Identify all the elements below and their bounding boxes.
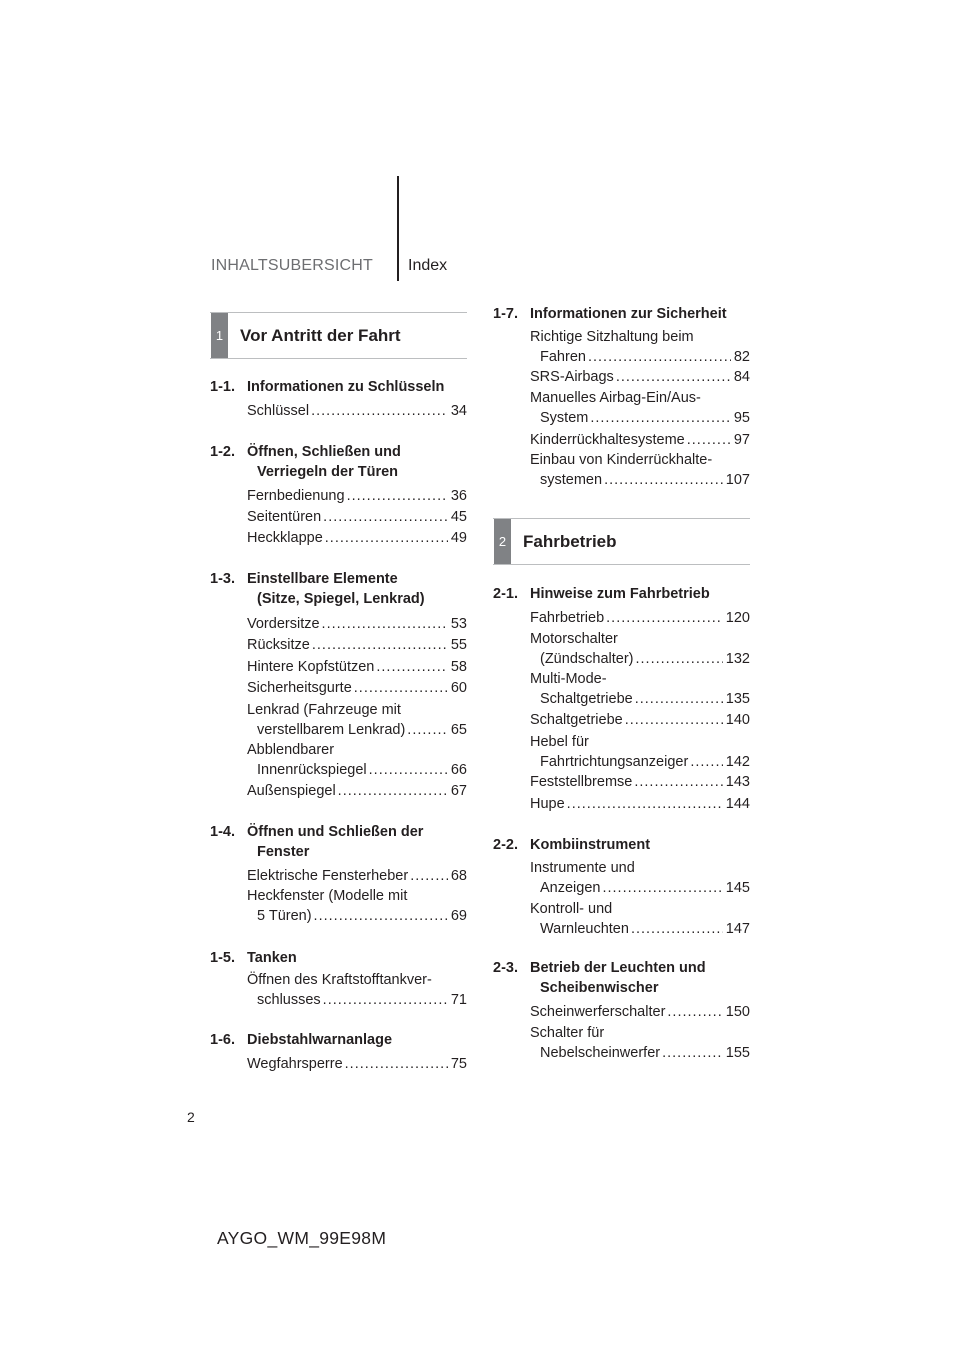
- entry-title: Einbau von Kinderrückhalte-: [530, 452, 713, 468]
- page-ref: 145: [725, 880, 750, 896]
- entry-title: Öffnen des Kraftstofftankver-: [247, 972, 432, 988]
- leader-dots: [347, 486, 448, 506]
- section-title: Kombiinstrument: [530, 837, 651, 853]
- leader-dots: [345, 1054, 448, 1074]
- toc-entry[interactable]: [530, 710, 750, 730]
- page-ref: 132: [725, 651, 750, 667]
- page-ref: 135: [725, 691, 750, 707]
- leader-dots: [314, 906, 448, 926]
- toc-entry[interactable]: [247, 614, 467, 634]
- entry-title: Hintere Kopfstützen: [247, 659, 375, 675]
- entry-title: Seitentüren: [247, 509, 322, 525]
- entry-title: Schalter für: [530, 1025, 605, 1041]
- toc-entry[interactable]: [247, 886, 467, 926]
- toc-entry[interactable]: [247, 740, 467, 780]
- leader-dots: [407, 720, 448, 740]
- section-title-line2: Fenster: [257, 844, 310, 860]
- toc-entry[interactable]: [530, 732, 750, 772]
- section-title: Betrieb der Leuchten und: [530, 960, 706, 976]
- entry-title: Schaltgetriebe: [530, 712, 623, 728]
- section-title: Öffnen und Schließen der: [247, 824, 424, 840]
- leader-dots: [311, 401, 448, 421]
- entry-title-line2: Schaltgetriebe: [540, 691, 633, 707]
- leader-dots: [322, 614, 448, 634]
- toc-entry[interactable]: [530, 669, 750, 709]
- entry-title-line2: systemen: [540, 472, 603, 488]
- section-number: 1-1.: [210, 379, 235, 395]
- entry-title: Kinderrückhaltesysteme: [530, 432, 685, 448]
- toc-entry[interactable]: [530, 367, 750, 387]
- leader-dots: [616, 367, 731, 387]
- entry-title-line2: Fahren: [540, 349, 586, 365]
- page-ref: 55: [450, 637, 467, 653]
- page-ref: 82: [733, 349, 750, 365]
- toc-entry[interactable]: [247, 970, 467, 1010]
- leader-dots: [410, 866, 448, 886]
- page-ref: 84: [733, 369, 750, 385]
- toc-entry[interactable]: [530, 794, 750, 814]
- page-ref: 65: [450, 722, 467, 738]
- header-divider: [397, 176, 399, 281]
- toc-entry[interactable]: [530, 629, 750, 669]
- page-ref: 75: [450, 1056, 467, 1072]
- leader-dots: [588, 347, 731, 367]
- section-title: Informationen zur Sicherheit: [530, 306, 727, 322]
- section-title: Informationen zu Schlüsseln: [247, 379, 445, 395]
- page-ref: 142: [725, 754, 750, 770]
- toc-entry[interactable]: [530, 772, 750, 792]
- toc-entry[interactable]: [247, 528, 467, 548]
- section-title-line2: (Sitze, Spiegel, Lenkrad): [257, 591, 425, 607]
- entry-title-line2: Warnleuchten: [540, 921, 629, 937]
- toc-entry[interactable]: [247, 678, 467, 698]
- entry-title: Scheinwerferschalter: [530, 1004, 666, 1020]
- entry-title: Fernbedienung: [247, 488, 345, 504]
- chapter-number: 2: [494, 519, 511, 564]
- toc-entry[interactable]: [247, 507, 467, 527]
- entry-title-line2: System: [540, 410, 589, 426]
- page-ref: 147: [725, 921, 750, 937]
- leader-dots: [338, 781, 448, 801]
- leader-dots: [604, 470, 723, 490]
- entry-title-line2: Nebelscheinwerfer: [540, 1045, 661, 1061]
- chapter-title: Vor Antritt der Fahrt: [240, 326, 401, 345]
- toc-entry[interactable]: [530, 1023, 750, 1063]
- leader-dots: [354, 678, 448, 698]
- leader-dots: [662, 1043, 723, 1063]
- entry-title: Feststellbremse: [530, 774, 633, 790]
- header-tab-contents[interactable]: INHALTSUBERSICHT: [210, 257, 373, 274]
- toc-entry[interactable]: [247, 635, 467, 655]
- toc-entry[interactable]: [530, 899, 750, 939]
- leader-dots: [323, 990, 448, 1010]
- leader-dots: [667, 1002, 722, 1022]
- leader-dots: [690, 752, 722, 772]
- leader-dots: [376, 657, 448, 677]
- entry-title: Heckfenster (Modelle mit: [247, 888, 408, 904]
- entry-title: Sicherheitsgurte: [247, 680, 352, 696]
- page-ref: 95: [733, 410, 750, 426]
- leader-dots: [634, 772, 722, 792]
- leader-dots: [635, 689, 723, 709]
- section-title: Hinweise zum Fahrbetrieb: [530, 586, 710, 602]
- entry-title: Lenkrad (Fahrzeuge mit: [247, 702, 401, 718]
- toc-entry[interactable]: [530, 858, 750, 898]
- leader-dots: [635, 649, 722, 669]
- page-ref: 143: [725, 774, 750, 790]
- page-ref: 155: [725, 1045, 750, 1061]
- leader-dots: [602, 878, 722, 898]
- chapter-title: Fahrbetrieb: [523, 532, 617, 551]
- page-ref: 58: [450, 659, 467, 675]
- page-ref: 69: [450, 908, 467, 924]
- entry-title-line2: (Zündschalter): [540, 651, 634, 667]
- page-ref: 150: [725, 1004, 750, 1020]
- page-ref: 45: [450, 509, 467, 525]
- section-title: Öffnen, Schließen und: [247, 444, 401, 460]
- entry-title-line2: verstellbarem Lenkrad): [257, 722, 406, 738]
- entry-title: Außenspiegel: [247, 783, 336, 799]
- entry-title: Hupe: [530, 796, 565, 812]
- page-ref: 67: [450, 783, 467, 799]
- section-title-line2: Scheibenwischer: [540, 980, 659, 996]
- toc-entry[interactable]: [530, 1002, 750, 1022]
- leader-dots: [687, 430, 731, 450]
- entry-title: Wegfahrsperre: [247, 1056, 343, 1072]
- entry-title-line2: 5 Türen): [257, 908, 312, 924]
- document-code: AYGO_WM_99E98M: [217, 1228, 387, 1248]
- page-ref: 68: [450, 868, 467, 884]
- toc-entry[interactable]: [247, 486, 467, 506]
- toc-entry[interactable]: [247, 700, 467, 740]
- entry-title: Instrumente und: [530, 860, 635, 876]
- page-ref: 34: [450, 403, 467, 419]
- section-number: 1-7.: [493, 306, 518, 322]
- page-ref: 66: [450, 762, 467, 778]
- toc-entry[interactable]: [530, 327, 750, 367]
- entry-title: Manuelles Airbag-Ein/Aus-: [530, 390, 701, 406]
- entry-title: Kontroll- und: [530, 901, 613, 917]
- page-ref: 71: [450, 992, 467, 1008]
- page-ref: 120: [725, 610, 750, 626]
- leader-dots: [606, 608, 723, 628]
- page-ref: 144: [725, 796, 750, 812]
- section-number: 1-5.: [210, 950, 235, 966]
- chapter-number: 1: [211, 313, 228, 358]
- entry-title: Multi-Mode-: [530, 671, 607, 687]
- chapter-header-1: [210, 312, 467, 359]
- header-tab-index[interactable]: Index: [408, 257, 448, 274]
- section-number: 1-4.: [210, 824, 235, 840]
- entry-title: Vordersitze: [247, 616, 320, 632]
- leader-dots: [312, 635, 448, 655]
- entry-title: Motorschalter: [530, 631, 618, 647]
- toc-entry[interactable]: [247, 781, 467, 801]
- leader-dots: [369, 760, 448, 780]
- section-title: Tanken: [247, 950, 297, 966]
- leader-dots: [625, 710, 723, 730]
- entry-title-line2: Anzeigen: [540, 880, 601, 896]
- toc-entry[interactable]: [247, 1054, 467, 1074]
- entry-title: Heckklappe: [247, 530, 323, 546]
- leader-dots: [567, 794, 723, 814]
- section-number: 1-2.: [210, 444, 235, 460]
- toc-entry[interactable]: [247, 866, 467, 886]
- section-title: Diebstahlwarnanlage: [247, 1032, 393, 1048]
- page-ref: 36: [450, 488, 467, 504]
- section-number: 1-6.: [210, 1032, 235, 1048]
- page-ref: 107: [725, 472, 750, 488]
- leader-dots: [631, 919, 723, 939]
- entry-title: Abblendbarer: [247, 742, 335, 758]
- entry-title: Richtige Sitzhaltung beim: [530, 329, 694, 345]
- toc-entry[interactable]: [530, 430, 750, 450]
- entry-title: Hebel für: [530, 734, 589, 750]
- entry-title: Fahrbetrieb: [530, 610, 605, 626]
- toc-entry[interactable]: [247, 657, 467, 677]
- entry-title-line2: Fahrtrichtungsanzeiger: [540, 754, 689, 770]
- section-number: 2-3.: [493, 960, 518, 976]
- toc-entry[interactable]: [530, 388, 750, 428]
- leader-dots: [325, 528, 448, 548]
- entry-title: Schlüssel: [247, 403, 310, 419]
- entry-title: Rücksitze: [247, 637, 310, 653]
- page-number: 2: [187, 1109, 195, 1125]
- toc-entry[interactable]: [530, 450, 750, 490]
- page-ref: 49: [450, 530, 467, 546]
- toc-entry[interactable]: [530, 608, 750, 628]
- page-ref: 60: [450, 680, 467, 696]
- toc-entry[interactable]: [247, 401, 467, 421]
- section-number: 2-1.: [493, 586, 518, 602]
- page-ref: 53: [450, 616, 467, 632]
- entry-title-line2: Innenrückspiegel: [257, 762, 367, 778]
- chapter-header-2: [493, 518, 750, 565]
- page-ref: 97: [733, 432, 750, 448]
- section-title-line2: Verriegeln der Türen: [257, 464, 399, 480]
- entry-title: SRS-Airbags: [530, 369, 614, 385]
- section-title: Einstellbare Elemente: [247, 571, 398, 587]
- leader-dots: [323, 507, 448, 527]
- page-ref: 140: [725, 712, 750, 728]
- leader-dots: [590, 408, 731, 428]
- section-number: 1-3.: [210, 571, 235, 587]
- entry-title-line2: schlusses: [257, 992, 321, 1008]
- section-number: 2-2.: [493, 837, 518, 853]
- entry-title: Elektrische Fensterheber: [247, 868, 409, 884]
